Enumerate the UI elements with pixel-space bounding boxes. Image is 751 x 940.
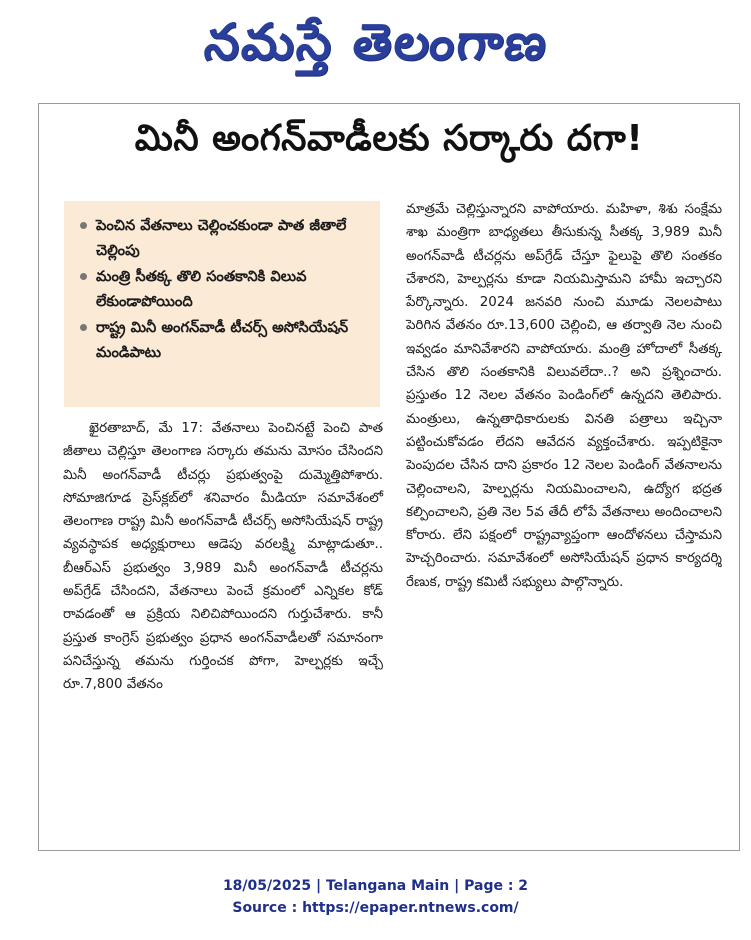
masthead-logo-text: నమస్తే తెలంగాణ [201,12,552,71]
bullet-icon [80,273,87,280]
newspaper-masthead [0,0,751,96]
article-headline: మినీ అంగన్‌వాడీలకు సర్కారు దగా! [134,118,644,159]
article-column-1 [63,417,383,697]
highlights-box [64,201,380,407]
highlight-item [82,213,374,264]
article-frame [38,103,740,851]
highlight-text: రాష్ట్ర మినీ అంగన్‌వాడీ టీచర్స్ అసోసియేషన్ మండిపాటు [96,318,349,362]
footer-source: Source : https://epaper.ntnews.com/ [232,900,519,916]
highlight-item [82,315,374,366]
article-paragraph: మాత్రమే చెల్లిస్తున్నారని వాపోయారు. మహిళా, శిశు సంక్షేమ శాఖ మంత్రిగా బాధ్యతలు తీసుకున్న సీతక్క 3,989 మినీ అంగన్‌వాడీ టీచర్లను అప్‌గ్రేడ్ చేస్తూ ఫైలుపై తొలి సంతకం చేశారని, హెల్పర్లను కూడా నియమిస్తామని హామీ ఇచ్చారని పేర్కొన్నారు. 2024 జనవరి నుంచి మూడు నెలలపాటు పెరిగిన వేతనం రూ.13,600 చెల్లించి, ఆ తర్వాతి నెల నుంచి ఇవ్వడం మానివేశారని వాపోయారు. మంత్రి హోదాలో సీతక్క చేసిన తొలి సంతకానికి విలువలేదా..? అని ప్రశ్నించారు. ప్రస్తుతం 12 నెలల వేతనం పెండింగ్‌లో ఉన్నదని తెలిపారు. మంత్రులు, ఉన్నతాధికారులకు వినతి పత్రాలు ఇచ్చినా పట్టించుకోవడం లేదని ఆవేదన వ్యక్తంచేశారు. ఇప్పటికైనా పెంపుదల చేసిన దాని ప్రకారం 12 నెలల పెండింగ్ వేతనాలను చెల్లించాలని, హెల్పర్లను నియమించాలని, ఉద్యోగ భద్రత కల్పించాలని, ప్రతి నెల 5వ తేదీ లోపే వేతనాలు అందించాలని కోరారు. లేని పక్షంలో రాష్ట్రవ్యాప్తంగా ఆందోళనలు చేస్తామని హెచ్చరించారు. సమావేశంలో అసోసియేషన్ ప్రధాన కార్యదర్శి రేణుక, రాష్ట్ర కమిటీ సభ్యులు పాల్గొన్నారు. [406,202,722,590]
highlight-text: పెంచిన వేతనాలు చెల్లించకుండా పాత జీతాలే చెల్లింపు [96,217,347,260]
bullet-icon [80,222,87,229]
highlight-item [82,264,374,315]
article-column-2 [406,198,722,594]
article-paragraph: ఖైరతాబాద్, మే 17: వేతనాలు పెంచినట్టే పెంచి పాత జీతాలు చెల్లిస్తూ తెలంగాణ సర్కారు తమను మోసం చేసిందని మినీ అంగన్‌వాడీ టీచర్లు ప్రభుత్వంపై దుమ్మెత్తిపోశారు. సోమాజిగూడ ప్రెస్‌క్లబ్‌లో శనివారం మీడియా సమావేశంలో తెలంగాణ రాష్ట్ర మినీ అంగన్‌వాడీ టీచర్స్ అసోసియేషన్ రాష్ట్ర వ్యవస్థాపక అధ్యక్షురాలు ఆడెపు వరలక్ష్మి మాట్లాడుతూ.. బీఆర్‌ఎస్ ప్రభుత్వం 3,989 మినీ అంగన్‌వాడీ టీచర్లను అప్‌గ్రేడ్ చేసిందని, వేతనాలు పెంచే క్రమంలో ఎన్నికల కోడ్ రావడంతో ఆ ప్రక్రియ నిలిచిపోయిందని గుర్తుచేశారు. కానీ ప్రస్తుత కాంగ్రెస్ ప్రభుత్వం ప్రధాన అంగన్‌వాడీలతో సమానంగా పనిచేస్తున్న తమను గుర్తించక పోగా, హెల్పర్లకు ఇచ్చే రూ.7,800 వేతనం [63,421,383,693]
footer-date-page: 18/05/2025 | Telangana Main | Page : 2 [222,878,529,894]
bullet-icon [80,324,87,331]
highlight-text: మంత్రి సీతక్క తొలి సంతకానికి విలువ లేకుండాపోయింది [96,267,307,311]
